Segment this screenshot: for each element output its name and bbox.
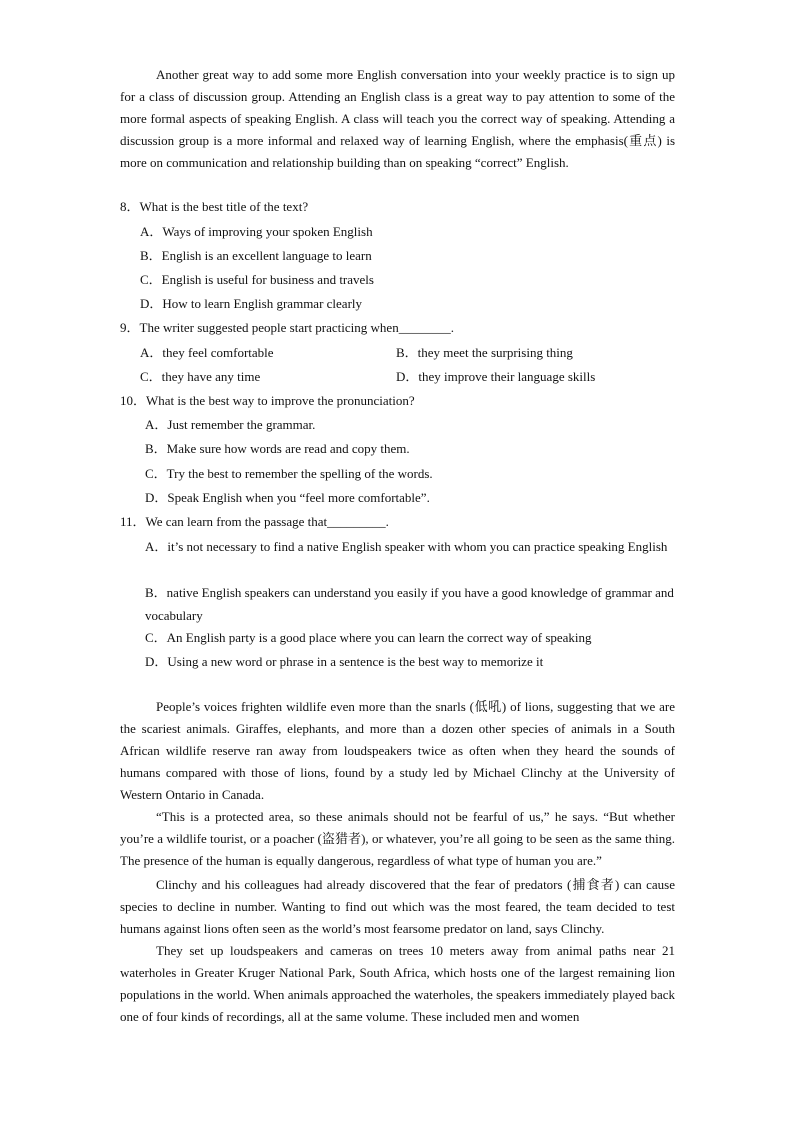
passage2-paragraph-3: Clinchy and his colleagues had already discovered that the fear of predators (捕食者) can cause species to decline in number. Wanting to find out which was the most feared, the team decided to test humans against lions often seen as the world’s most fearsome predator on land, says Clinchy. <box>120 877 675 936</box>
question-11-option-c: C．An English party is a good place where you can learn the correct way of speaking <box>145 630 592 645</box>
question-8-stem: 8．What is the best title of the text? <box>120 199 309 214</box>
question-10-option-d: D．Speak English when you “feel more comfortable”. <box>145 490 430 505</box>
question-10-option-c: C．Try the best to remember the spelling of the words. <box>145 466 433 481</box>
question-11-option-d: D．Using a new word or phrase in a sentence is the best way to memorize it <box>145 654 544 669</box>
question-9-stem: 9．The writer suggested people start practicing when________. <box>120 320 454 335</box>
question-8-option-d: D．How to learn English grammar clearly <box>140 296 363 311</box>
passage2-paragraph-1: People’s voices frighten wildlife even more than the snarls (低吼) of lions, suggesting that we are the scariest animals. Giraffes, elephants, and more than a dozen other species of animals in a South African wildlife reserve ran away from loudspeakers twice as often when they heard the sounds of humans compared with those of lions, found by a study led by Michael Clinchy at the University of Western Ontario in Canada. <box>120 699 675 802</box>
question-11-option-b: B．native English speakers can understand you easily if you have a good knowledge of grammar and vocabulary <box>145 585 674 623</box>
question-8-option-b: B．English is an excellent language to learn <box>140 248 372 263</box>
question-8-option-a: A．Ways of improving your spoken English <box>140 224 373 239</box>
passage1-paragraph: Another great way to add some more English conversation into your weekly practice is to sign up for a class of discussion group. Attending an English class is a great way to pay attention to some of the more formal aspects of speaking English. A class will teach you the correct way of speaking. Attending a discussion group is a more informal and relaxed way of learning English, where the emphasis(重点) is more on communication and relationship building than on speaking “correct” English. <box>120 67 675 170</box>
question-9-option-c: C．they have any time <box>140 369 261 384</box>
passage2-paragraph-4: They set up loudspeakers and cameras on trees 10 meters away from animal paths near 21 waterholes in Greater Kruger National Park, South Africa, which hosts one of the largest remaining lion populations in the world. When animals approached the waterholes, the speakers immediately played back one of four kinds of recordings, all at the same volume. These included men and women <box>120 943 675 1024</box>
passage2-paragraph-2: “This is a protected area, so these animals should not be fearful of us,” he says. “But whether you’re a wildlife tourist, or a poacher (盗猎者), or whatever, you’re all going to be seen as the same thing. The presence of the human is equally dangerous, regardless of what type of human you are.” <box>120 809 675 868</box>
question-9-option-b: B．they meet the surprising thing <box>396 345 573 360</box>
question-9-option-d: D．they improve their language skills <box>396 369 596 384</box>
question-8-option-c: C．English is useful for business and travels <box>140 272 374 287</box>
question-11-option-a: A．it’s not necessary to find a native English speaker with whom you can practice speaking English <box>145 539 668 554</box>
question-10-option-b: B．Make sure how words are read and copy them. <box>145 441 410 456</box>
question-9-option-a: A．they feel comfortable <box>140 345 274 360</box>
question-10-stem: 10．What is the best way to improve the pronunciation? <box>120 393 415 408</box>
question-11-stem: 11．We can learn from the passage that_________. <box>120 514 389 529</box>
question-10-option-a: A．Just remember the grammar. <box>145 417 316 432</box>
